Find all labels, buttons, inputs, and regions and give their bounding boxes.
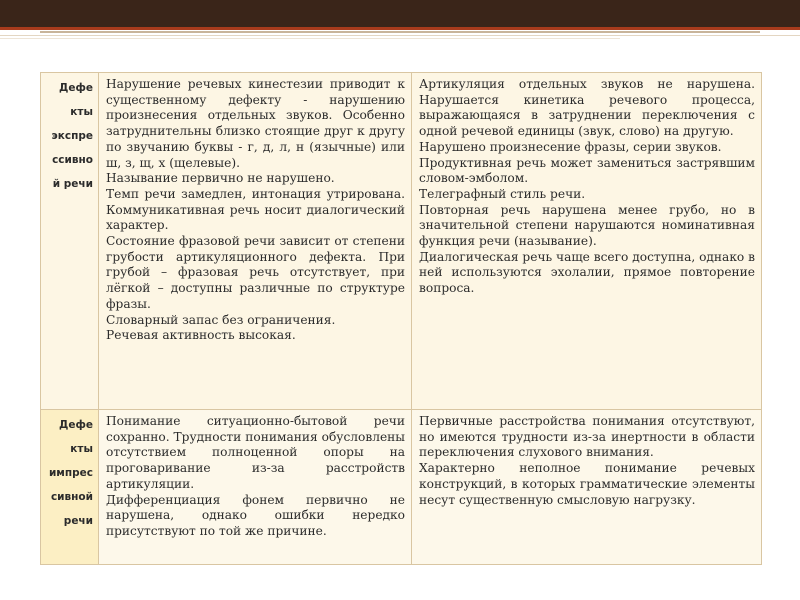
paragraph: Повторная речь нарушена менее грубо, но в значительной степени нарушаются номинативная функция речи (называние). (419, 202, 755, 249)
cell-impressive-col1 (99, 410, 412, 565)
header-line: экспре (51, 130, 93, 142)
table-row-impressive (41, 410, 762, 565)
paragraph: Темп речи замедлен, интонация утрирована. Коммуникативная речь носит диалогический характер. (106, 186, 405, 233)
paragraph: Словарный запас без ограничения. (106, 312, 336, 327)
row-header-expressive (41, 73, 99, 410)
header-line: Дефе (58, 419, 93, 431)
paragraph: Диалогическая речь чаще всего доступна, однако в ней используются эхолалии, прямое повторение вопроса. (419, 249, 756, 296)
slide-top-bar (0, 0, 800, 27)
paragraph: Продуктивная речь может замениться застрявшим словом-эмболом. (419, 155, 755, 186)
header-line: кты (70, 106, 93, 118)
header-line: кты (70, 443, 93, 455)
cell-impressive-col2 (412, 410, 762, 565)
paragraph: Первичные расстройства понимания отсутствуют, но имеются трудности из-за инертности в области переключения слухового внимания. (419, 414, 755, 460)
header-line: й речи (52, 178, 93, 190)
cell-expressive-col2 (412, 73, 762, 410)
paragraph: Называние первично не нарушено. (106, 171, 335, 186)
paragraph: Состояние фразовой речи зависит от степени грубости артикуляционного дефекта. При грубой – фразовая речь отсутствует, при лёгкой – доступны различные по структуре фразы. (106, 234, 405, 311)
header-line: ссивно (52, 154, 93, 166)
paragraph: Нарушение речевых кинестезии приводит к существенному дефекту - нарушению произнесения отдельных звуков. Особенно затруднительны близко стоящие друг к другу по звучанию буквы - г, д, л, н (язычные) или ш, з, щ, х (щелевые). (106, 77, 405, 170)
table-row-expressive (41, 73, 762, 410)
decor-stripe (40, 31, 760, 33)
cell-expressive-col1 (99, 73, 412, 410)
header-line: сивной (50, 491, 93, 503)
header-line: речи (63, 515, 93, 527)
decor-line (0, 35, 800, 36)
decor-line (0, 38, 620, 39)
paragraph: Понимание ситуационно-бытовой речи сохранно. Трудности понимания обусловлены отсутствием полноценной опоры на проговаривание из-за расстройств артикуляции. (106, 414, 405, 491)
paragraph: Характерно неполное понимание речевых конструкций, в которых грамматические элементы несут существенную смысловую нагрузку. (419, 461, 755, 507)
paragraph: Речевая активность высокая. (106, 328, 296, 343)
header-line: импрес (48, 467, 93, 479)
header-line: Дефе (58, 82, 93, 94)
paragraph: Нарушено произнесение фразы, серии звуков. (419, 139, 722, 154)
paragraph: Телеграфный стиль речи. (419, 186, 586, 201)
accent-stripe (0, 27, 800, 30)
row-header-impressive (41, 410, 99, 565)
paragraph: Артикуляция отдельных звуков не нарушена. Нарушается кинетика речевого процесса, выражающаяся в затруднении переключения с одной речевой единицы (звук, слово) на другую. (419, 77, 755, 139)
paragraph: Дифференциация фонем первично не нарушена, однако ошибки нередко присутствуют по той же причине. (106, 492, 405, 538)
comparison-table (40, 72, 762, 565)
